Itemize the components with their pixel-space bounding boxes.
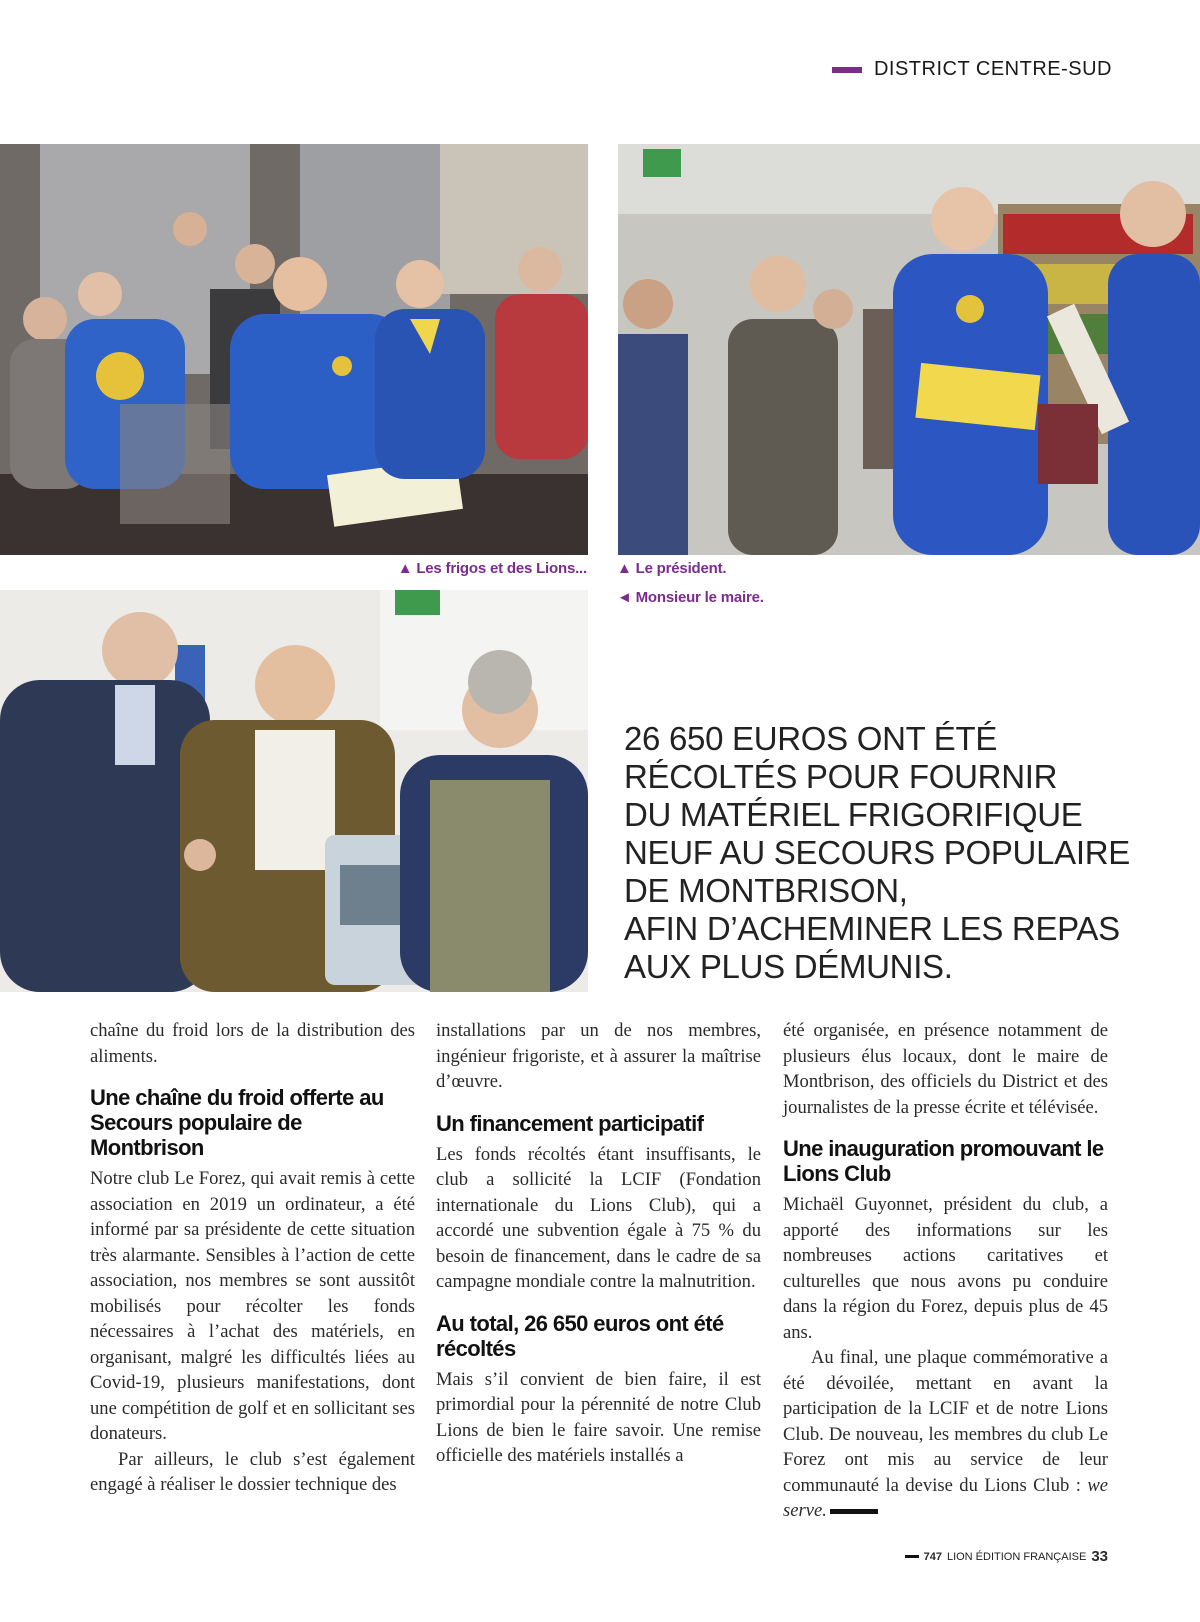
article-column-2 <box>436 1018 761 1469</box>
paragraph: installations par un de nos membres, ingénieur frigoriste, et à assurer la maîtrise d’œuvre. <box>436 1020 761 1092</box>
pull-quote-line: AFIN D’ACHEMINER LES REPAS <box>624 910 1120 947</box>
caption-photo-lions: ▲ Les frigos et des Lions... <box>397 560 587 577</box>
page-footer <box>905 1548 1108 1565</box>
paragraph-final <box>783 1345 1108 1524</box>
subheading: Une inauguration promouvant le Lions Club <box>783 1136 1104 1186</box>
paragraph: Par ailleurs, le club s’est également engagé à réaliser le dossier technique des <box>90 1448 415 1495</box>
caption-photo-mayor: ◄ Monsieur le maire. <box>617 589 764 606</box>
subheading: Au total, 26 650 euros ont été récoltés <box>436 1310 724 1361</box>
pull-quote-line: NEUF AU SECOURS POPULAIRE <box>624 834 1130 871</box>
pull-quote <box>624 720 1184 986</box>
end-of-article-mark <box>830 1509 878 1514</box>
pull-quote-line: DU MATÉRIEL FRIGORIFIQUE <box>624 796 1083 833</box>
pull-quote-line: AUX PLUS DÉMUNIS. <box>624 948 953 985</box>
photo-lions-members <box>0 144 588 555</box>
caption-photo-president: ▲ Le président. <box>617 560 727 577</box>
paragraph: Mais s’il convient de bien faire, il est primordial pour la pérennité de notre Club Lions de bien le faire savoir. Une remise officielle des matériels installés a <box>436 1368 761 1466</box>
page-number: 33 <box>1091 1548 1108 1565</box>
issue-number: 747 <box>923 1550 942 1563</box>
pull-quote-line: DE MONTBRISON, <box>624 872 908 909</box>
paragraph: été organisée, en présence notamment de plusieurs élus locaux, dont le maire de Montbrison, des officiels du District et des journalistes de la presse écrite et télévisée. <box>783 1020 1108 1118</box>
subheading: Une chaîne du froid offerte au Secours populaire de Montbrison <box>90 1085 384 1160</box>
article-column-1 <box>90 1018 415 1498</box>
lions-motto: we serve. <box>783 1474 1108 1521</box>
section-header <box>832 58 1112 81</box>
photo-mayor-handshake <box>0 590 588 992</box>
paragraph-text: Au final, une plaque commémorative a été dévoilée, mettant en avant la participation de la LCIF et de notre Lions Club. De nouveau, les membres du club Le Forez ont mis au service de leur communauté la devise du Lions Club : <box>783 1347 1108 1496</box>
section-accent-bar <box>832 67 862 73</box>
photo-president <box>618 144 1200 555</box>
paragraph: Notre club Le Forez, qui avait remis à cette association en 2019 un ordinateur, a été informé par sa présidente de cette situation très alarmante. Sensibles à l’action de cette association, nos membres se sont aussitôt mobilisés pour récolter les fonds nécessaires à l’achat des matériels, en organisant, malgré les difficultés liées au Covid-19, plusieurs manifestations, dont une compétition de golf et en sollicitant ses donateurs. <box>90 1168 415 1444</box>
publication-name: LION ÉDITION FRANÇAISE <box>946 1550 1087 1563</box>
footer-dash <box>905 1555 919 1558</box>
section-title: DISTRICT CENTRE-SUD <box>873 58 1112 80</box>
subheading: Un financement participatif <box>436 1110 704 1136</box>
paragraph: Les fonds récoltés étant insuffisants, le club a sollicité la LCIF (Fondation internationale du Lions Club), qui a accordé une subvention égale à 75 % du besoin de financement, dans le cadre de sa campagne mondiale contre la malnutrition. <box>436 1143 761 1292</box>
pull-quote-line: 26 650 EUROS ONT ÉTÉ <box>624 720 998 757</box>
article-column-3 <box>783 1018 1108 1524</box>
paragraph: Michaël Guyonnet, président du club, a apporté des informations sur les nombreuses actions caritatives et culturelles que nous avons pu conduire dans la région du Forez, depuis plus de 45 ans. <box>783 1194 1108 1343</box>
paragraph: chaîne du froid lors de la distribution des aliments. <box>90 1020 415 1067</box>
pull-quote-line: RÉCOLTÉS POUR FOURNIR <box>624 758 1058 795</box>
